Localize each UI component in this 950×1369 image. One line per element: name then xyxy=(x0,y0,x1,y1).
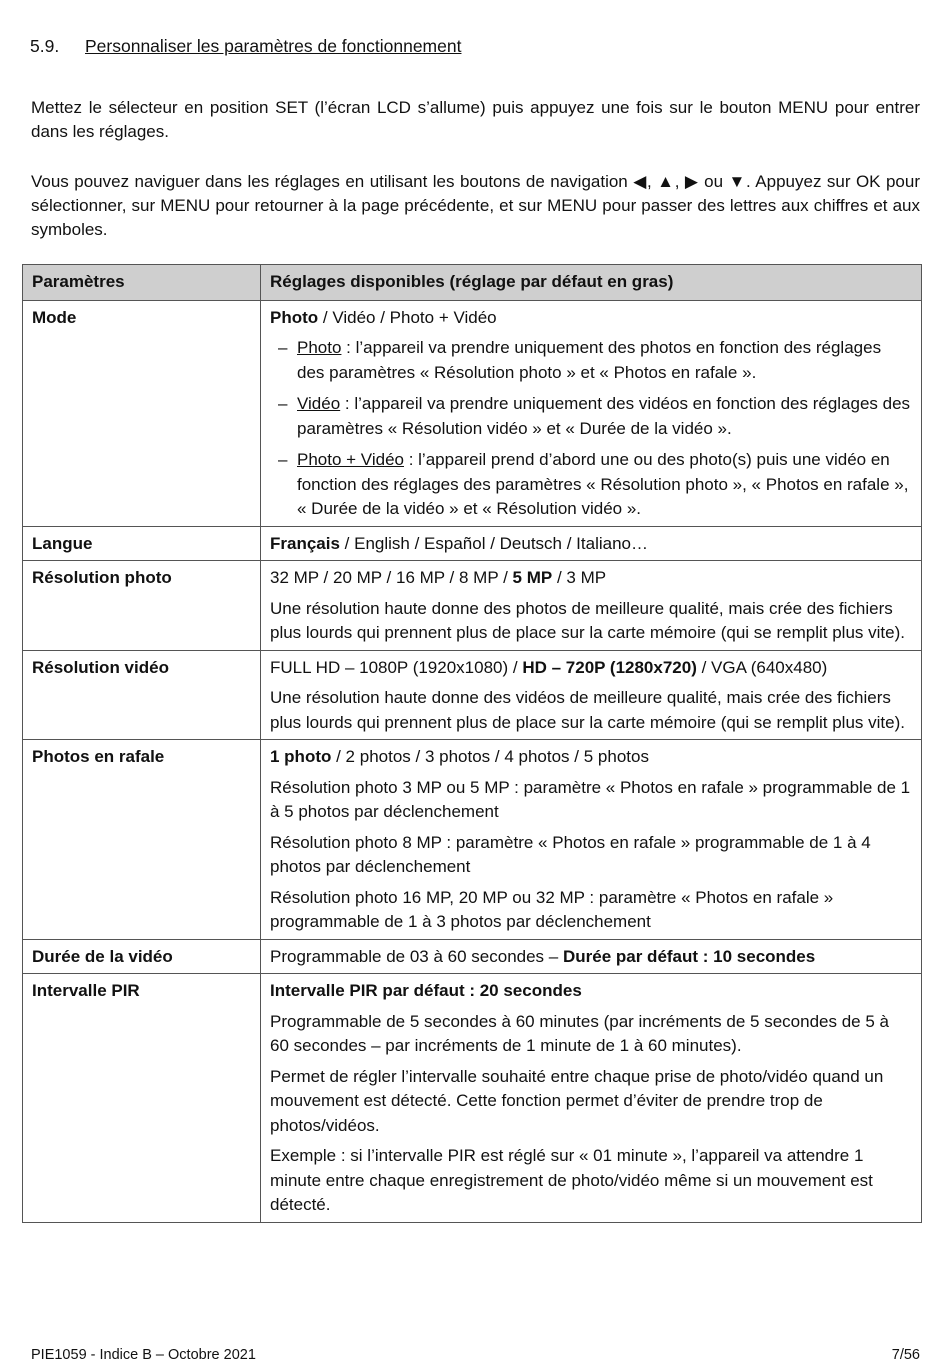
header-parametres: Paramètres xyxy=(23,265,261,301)
resolution-video-description: Une résolution haute donne des vidéos de meilleure qualité, mais crée des fichiers plus lourds qui prennent plus de place sur la carte mémoire (qui se remplit plus vite). xyxy=(270,688,905,732)
pir-default xyxy=(270,979,912,1004)
bullet-term: Vidéo xyxy=(297,394,341,413)
row-name: Photos en rafale xyxy=(23,740,261,940)
intro-paragraph-1: Mettez le sélecteur en position SET (l’écran LCD s’allume) puis appuyez une fois sur le bouton MENU pour entrer dans les réglages. xyxy=(31,98,920,141)
dash-bullet: – xyxy=(278,450,288,469)
row-settings xyxy=(261,740,922,940)
dash-bullet: – xyxy=(278,394,288,413)
pir-line: Programmable de 5 secondes à 60 minutes (par incréments de 5 secondes de 5 à 60 secondes – par incréments de 1 minute de 1 à 60 minutes). xyxy=(270,1011,889,1055)
row-name: Mode xyxy=(23,300,261,526)
resolution-photo-options xyxy=(270,566,912,591)
default-option: 5 MP xyxy=(512,568,553,587)
mode-bullet-list xyxy=(270,336,912,522)
table-row-resolution-photo xyxy=(23,561,922,651)
langue-options xyxy=(270,532,912,557)
bullet-text: : l’appareil va prendre uniquement des photos en fonction des réglages des paramètres « Résolution photo » et « Photos en rafale ». xyxy=(297,338,882,382)
section-heading xyxy=(30,36,461,57)
mode-options xyxy=(270,306,912,331)
list-item xyxy=(270,336,912,385)
row-settings xyxy=(261,650,922,740)
table-header-row xyxy=(23,265,922,301)
duree-range: Programmable de 03 à 60 secondes – xyxy=(270,946,563,966)
options-after: / 3 MP xyxy=(552,568,607,587)
default-option: Photo xyxy=(270,307,319,327)
row-name: Résolution vidéo xyxy=(23,650,261,740)
default-option: Français xyxy=(270,533,340,553)
default-option: HD – 720P (1280x720) xyxy=(522,657,697,677)
photos-rafale-line: Résolution photo 8 MP : paramètre « Photos en rafale » programmable de 1 à 4 photos par déclenchement xyxy=(270,832,871,876)
parameters-table xyxy=(22,264,922,1223)
list-item xyxy=(270,392,912,441)
other-options: / 2 photos / 3 photos / 4 photos / 5 photos xyxy=(331,747,649,766)
table-row-photos-rafale xyxy=(23,740,922,940)
table-row-duree-video xyxy=(23,939,922,974)
photos-rafale-line: Résolution photo 3 MP ou 5 MP : paramètre « Photos en rafale » programmable de 1 à 5 photos par déclenchement xyxy=(270,777,911,821)
row-name: Intervalle PIR xyxy=(23,974,261,1223)
options-after: / VGA (640x480) xyxy=(696,657,828,677)
row-name: Langue xyxy=(23,526,261,561)
table-row-intervalle-pir xyxy=(23,974,922,1223)
bullet-term: Photo + Vidéo xyxy=(297,450,404,469)
row-settings xyxy=(261,974,922,1223)
bullet-term: Photo xyxy=(297,338,342,357)
table-row-resolution-video xyxy=(23,650,922,740)
pir-line: Exemple : si l’intervalle PIR est réglé sur « 01 minute », l’appareil va attendre 1 minute entre chaque enregistrement de photo/vidéo même si un mouvement est détecté. xyxy=(270,1146,873,1214)
other-options: / Vidéo / Photo + Vidéo xyxy=(318,307,497,327)
dash-bullet: – xyxy=(278,338,288,357)
duree-default: Durée par défaut : 10 secondes xyxy=(562,946,816,966)
row-settings xyxy=(261,300,922,526)
table-row-langue xyxy=(23,526,922,561)
table-row-mode xyxy=(23,300,922,526)
header-reglages: Réglages disponibles (réglage par défaut en gras) xyxy=(261,265,922,301)
photos-rafale-line: Résolution photo 16 MP, 20 MP ou 32 MP : paramètre « Photos en rafale » programmable de 1 à 3 photos par déclenchement xyxy=(270,887,834,931)
row-settings xyxy=(261,939,922,974)
bullet-text: : l’appareil prend d’abord une ou des photo(s) puis une vidéo en fonction des réglages des paramètres « Résolution photo », « Photos en rafale », « Durée de la vidéo » et « Résolution vidéo ». xyxy=(297,450,909,518)
bullet-text: : l’appareil va prendre uniquement des vidéos en fonction des réglages des paramètres « Résolution vidéo » et « Durée de la vidéo ». xyxy=(297,394,911,438)
duree-video-text xyxy=(270,945,912,970)
other-options: / English / Español / Deutsch / Italiano… xyxy=(339,533,648,553)
row-settings xyxy=(261,561,922,651)
list-item xyxy=(270,448,912,522)
row-settings xyxy=(261,526,922,561)
row-name: Durée de la vidéo xyxy=(23,939,261,974)
pir-default-text: Intervalle PIR par défaut : 20 secondes xyxy=(270,981,582,1000)
options-before: 32 MP / 20 MP / 16 MP / 8 MP / xyxy=(270,568,513,587)
footer-page-number: 7/56 xyxy=(891,1347,920,1363)
resolution-photo-description: Une résolution haute donne des photos de meilleure qualité, mais crée des fichiers plus lourds qui prennent plus de place sur la carte mémoire (qui se remplit plus vite). xyxy=(270,598,905,642)
pir-line: Permet de régler l’intervalle souhaité entre chaque prise de photo/vidéo quand un mouvement est détecté. Cette fonction permet d’éviter de prendre trop de photos/vidéos. xyxy=(270,1066,884,1135)
section-number: 5.9. xyxy=(30,36,60,56)
row-name: Résolution photo xyxy=(23,561,261,651)
default-option: 1 photo xyxy=(270,747,332,766)
options-before: FULL HD – 1080P (1920x1080) / xyxy=(270,657,523,677)
resolution-video-options xyxy=(270,656,912,681)
photos-rafale-options xyxy=(270,745,912,770)
section-title: Personnaliser les paramètres de fonctionnement xyxy=(85,36,462,56)
intro-paragraph-2: Vous pouvez naviguer dans les réglages en utilisant les boutons de navigation ◀, ▲, ▶ ou ▼. Appuyez sur OK pour sélectionner, sur MENU pour retourner à la page précédente, et sur MENU pour passer des lettres aux chiffres et aux symboles. xyxy=(31,172,920,239)
footer-document-reference: PIE1059 - Indice B – Octobre 2021 xyxy=(31,1347,256,1363)
